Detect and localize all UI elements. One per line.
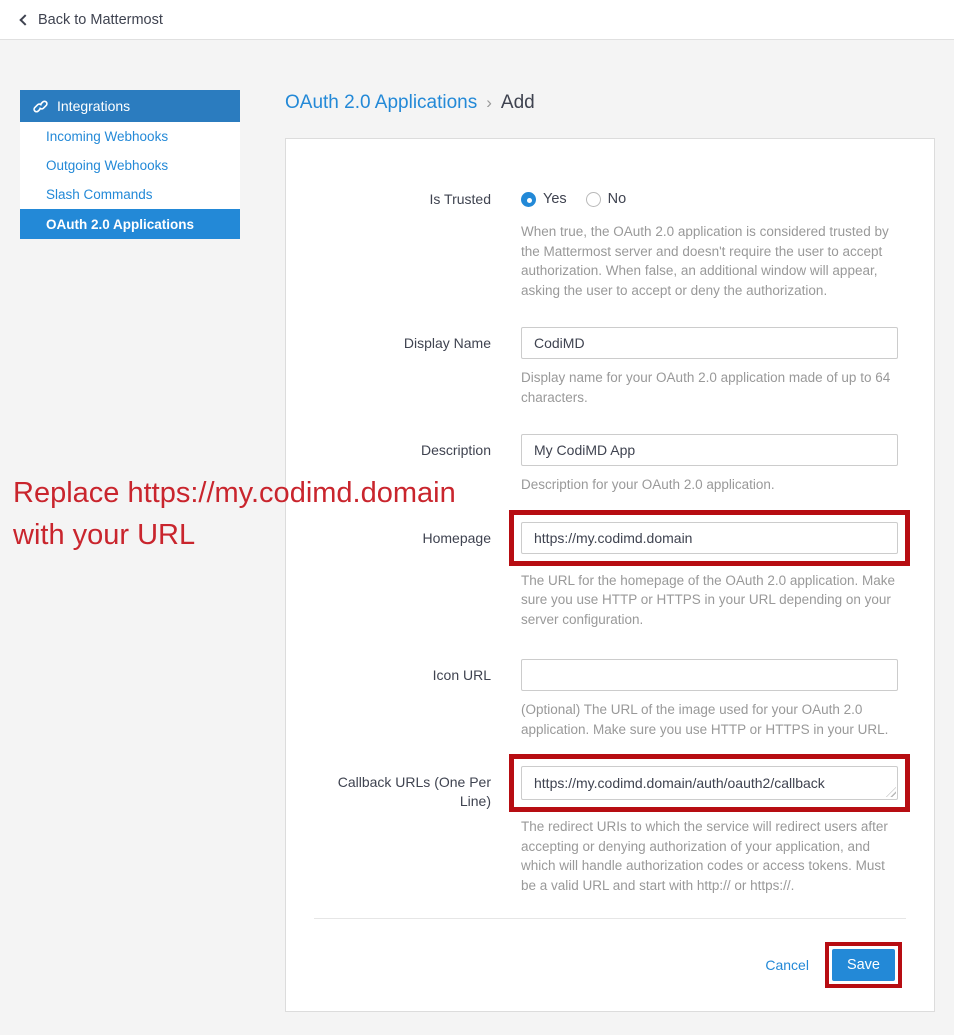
cancel-button[interactable]: Cancel: [765, 957, 809, 973]
icon-url-help-text: (Optional) The URL of the image used for your OAuth 2.0 application. Make sure you use HTTP or HTTPS in your URL.: [521, 702, 889, 737]
description-label: Description: [420, 442, 491, 458]
chevron-left-icon: [19, 14, 30, 25]
form-footer: [765, 942, 902, 988]
oauth-add-form-panel: [285, 138, 935, 1012]
sidebar-item-label: Slash Commands: [46, 187, 153, 202]
description-input[interactable]: [521, 434, 898, 466]
save-button[interactable]: Save: [832, 949, 895, 981]
radio-selected-icon: [521, 192, 536, 207]
homepage-row: [286, 522, 934, 630]
homepage-label: Homepage: [422, 529, 491, 546]
sidebar-section-integrations[interactable]: [20, 90, 240, 122]
sidebar-item-outgoing-webhooks[interactable]: [20, 151, 240, 180]
sidebar-item-slash-commands[interactable]: [20, 180, 240, 209]
description-row: [286, 434, 934, 495]
display-name-input[interactable]: [521, 327, 898, 359]
save-highlight-box: [825, 942, 902, 988]
icon-url-label: Icon URL: [432, 667, 491, 683]
back-to-mattermost-link[interactable]: [21, 12, 163, 28]
homepage-help-text: The URL for the homepage of the OAuth 2.0 application. Make sure you use HTTP or HTTPS in your URL depending on your server configuration.: [521, 572, 895, 627]
homepage-input[interactable]: [521, 522, 898, 554]
sidebar-header-label: Integrations: [57, 98, 131, 114]
icon-url-input[interactable]: [521, 659, 898, 691]
breadcrumb-separator: ›: [486, 93, 492, 112]
is-trusted-no-radio[interactable]: [586, 191, 627, 207]
homepage-highlight-box: [509, 510, 910, 566]
sidebar-item-incoming-webhooks[interactable]: [20, 122, 240, 151]
breadcrumb: [285, 92, 535, 114]
radio-no-label: No: [607, 191, 627, 207]
callback-urls-highlight-box: [509, 754, 910, 812]
description-help-text: Description for your OAuth 2.0 application.: [521, 477, 775, 492]
callback-urls-row: [286, 766, 934, 895]
breadcrumb-current-add: Add: [500, 92, 535, 113]
display-name-help-text: Display name for your OAuth 2.0 application made of up to 64 characters.: [521, 370, 891, 405]
sidebar-item-label: Incoming Webhooks: [46, 129, 169, 144]
display-name-label: Display Name: [403, 335, 491, 351]
is-trusted-yes-radio[interactable]: [521, 191, 567, 207]
sidebar-item-label: OAuth 2.0 Applications: [46, 216, 195, 232]
is-trusted-help-text: When true, the OAuth 2.0 application is considered trusted by the Mattermost server and doesn't require the user to accept authorization. When false, an additional window will appear, asking the user to accept or deny the authorization.: [521, 224, 889, 298]
annotation-line-1: Replace https://my.codimd.domain: [13, 477, 456, 509]
top-bar: [0, 0, 954, 40]
link-chain-icon: [33, 99, 48, 114]
integrations-sidebar: [20, 90, 240, 239]
annotation-line-2: with your URL: [13, 519, 196, 551]
radio-unselected-icon: [586, 192, 601, 207]
callback-urls-textarea[interactable]: [521, 766, 898, 800]
radio-yes-label: Yes: [543, 191, 567, 207]
breadcrumb-oauth-applications-link[interactable]: OAuth 2.0 Applications: [285, 92, 478, 113]
is-trusted-radio-group: [521, 189, 898, 207]
callback-urls-label: Callback URLs (One Per Line): [337, 774, 491, 809]
display-name-row: [286, 327, 934, 407]
icon-url-row: [286, 659, 934, 739]
callback-urls-help-text: The redirect URIs to which the service will redirect users after accepting or denying authorization of your application, and which will handle authorization codes or access tokens. Must be a valid URL and start with http:// or https://.: [521, 819, 888, 893]
sidebar-item-label: Outgoing Webhooks: [46, 158, 169, 173]
sidebar-item-oauth-applications[interactable]: [20, 209, 240, 239]
footer-divider: [314, 918, 906, 919]
sidebar-items: [20, 122, 240, 239]
is-trusted-row: [286, 189, 934, 300]
back-link-label: Back to Mattermost: [38, 11, 163, 28]
is-trusted-label: Is Trusted: [429, 191, 491, 207]
